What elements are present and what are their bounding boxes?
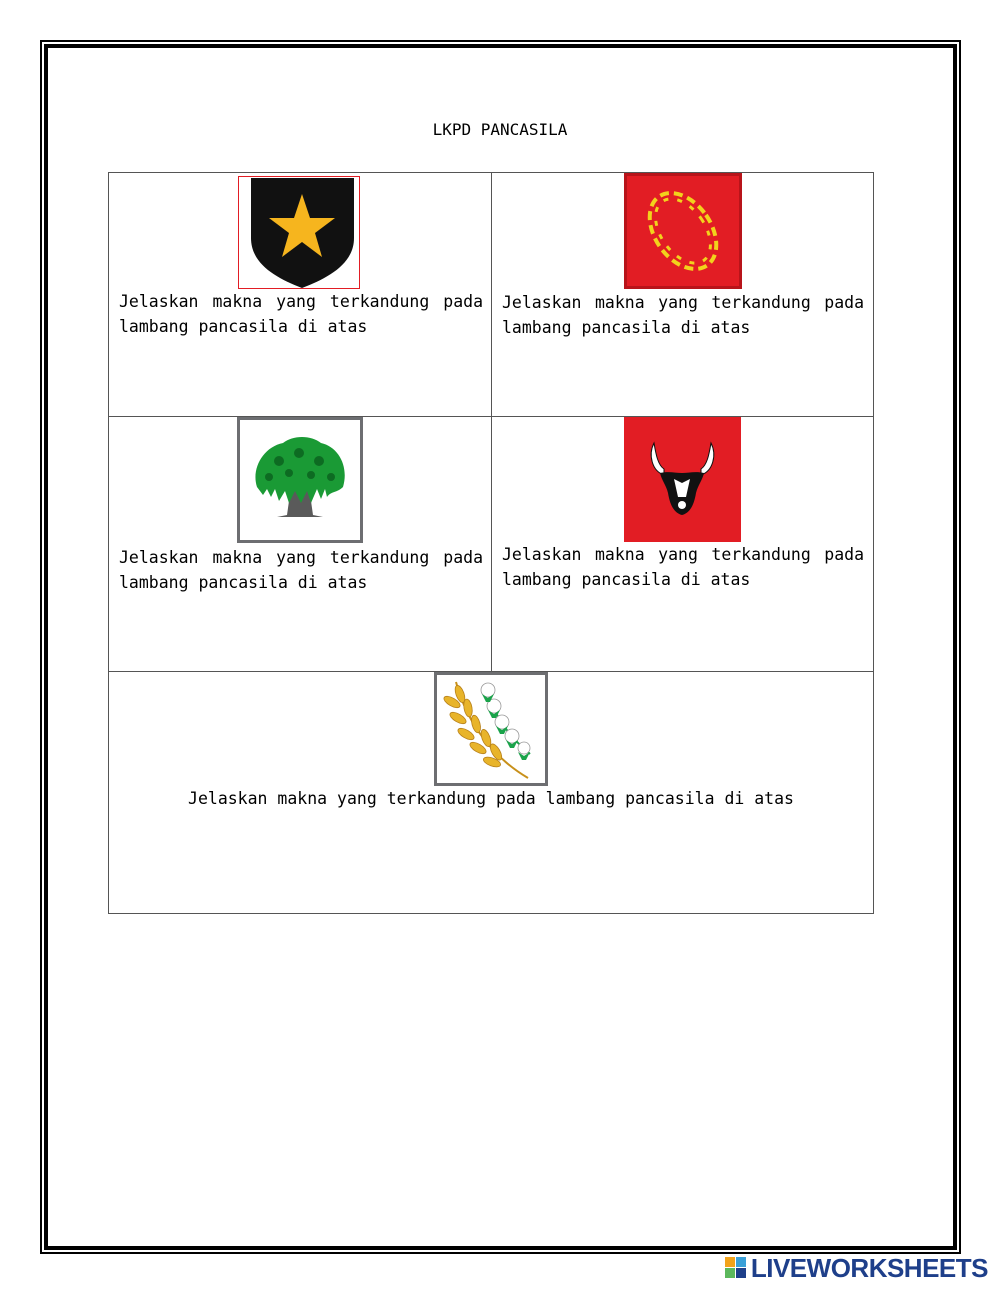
liveworksheets-watermark[interactable] — [725, 1254, 988, 1282]
chain-icon — [624, 173, 742, 289]
question-cell-2 — [492, 173, 873, 416]
question-cell-5 — [109, 672, 873, 913]
question-cell-3 — [109, 417, 491, 671]
question-grid — [108, 172, 874, 914]
question-text-1: Jelaskan makna yang terkandung pada lambang pancasila di atas — [119, 292, 483, 336]
star-shield-icon — [238, 176, 360, 289]
banyan-tree-icon — [237, 417, 363, 543]
question-cell-4 — [492, 417, 873, 671]
question-text-5: Jelaskan makna yang terkandung pada lambang pancasila di atas — [188, 789, 794, 808]
question-text-3: Jelaskan makna yang terkandung pada lambang pancasila di atas — [119, 548, 483, 592]
rice-cotton-icon — [434, 672, 548, 786]
question-text-2: Jelaskan makna yang terkandung pada lambang pancasila di atas — [502, 293, 864, 337]
liveworksheets-logo-icon — [725, 1257, 747, 1279]
question-text-4: Jelaskan makna yang terkandung pada lambang pancasila di atas — [502, 545, 864, 589]
bull-head-icon — [624, 417, 741, 542]
question-cell-1 — [109, 173, 491, 416]
worksheet-title: LKPD PANCASILA — [432, 120, 568, 139]
liveworksheets-text: LIVEWORKSHEETS — [750, 1252, 988, 1283]
